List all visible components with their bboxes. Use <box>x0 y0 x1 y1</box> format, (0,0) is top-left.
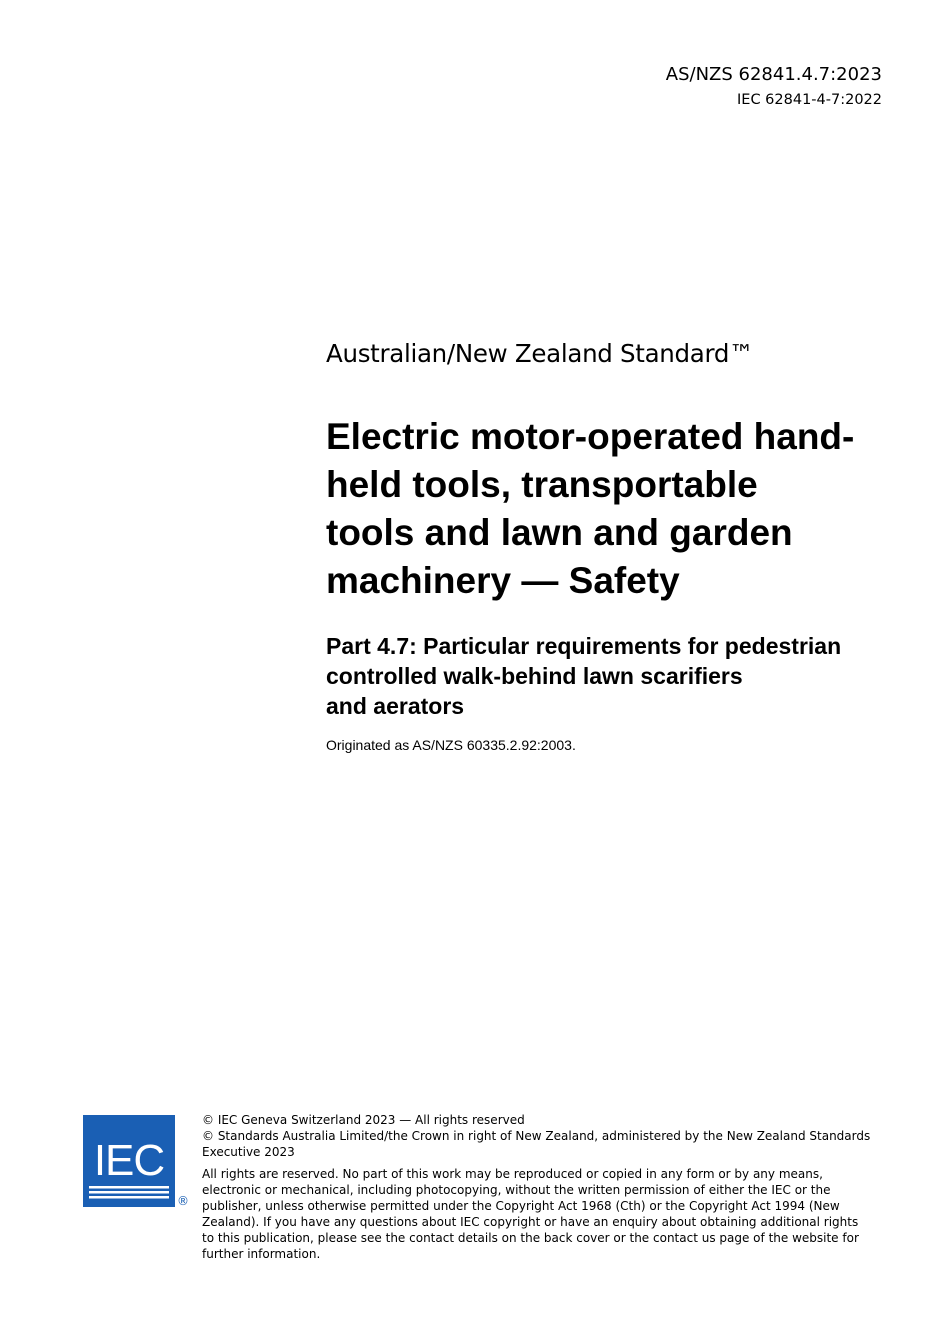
copyright-line: © IEC Geneva Switzerland 2023 — All rights reserved <box>202 1113 525 1127</box>
rights-line: electronic or mechanical, including photocopying, without the written permission of either the IEC or the <box>202 1183 831 1197</box>
iec-standard-number: IEC 62841-4-7:2022 <box>737 92 882 108</box>
document-title <box>326 413 906 605</box>
part-title <box>326 631 886 721</box>
part-title-line: controlled walk-behind lawn scarifiers <box>326 663 743 689</box>
part-title-line: and aerators <box>326 693 465 719</box>
rights-line: to this publication, please see the contact details on the back cover or the contact us page of the website for <box>202 1231 859 1245</box>
rights-line: publisher, unless otherwise permitted under the Copyright Act 1968 (Cth) or the Copyright Act 1994 (New <box>202 1199 840 1213</box>
rights-line: further information. <box>202 1247 321 1261</box>
title-line: tools and lawn and garden <box>326 512 793 553</box>
series-label: Australian/New Zealand Standard™ <box>326 339 754 368</box>
title-line: machinery — Safety <box>326 560 680 601</box>
standard-number: AS/NZS 62841.4.7:2023 <box>665 64 882 85</box>
iec-logo-stripe <box>89 1191 169 1194</box>
registered-mark: ® <box>177 1194 189 1207</box>
title-line: Electric motor-operated hand- <box>326 416 855 457</box>
iec-logo-text: IEC <box>93 1136 165 1185</box>
iec-logo-stripe <box>89 1196 169 1199</box>
part-title-line: Part 4.7: Particular requirements for pedestrian <box>326 633 842 659</box>
iec-logo-stripe <box>89 1186 169 1189</box>
copyright-line: © Standards Australia Limited/the Crown in right of New Zealand, administered by the New Zealand Standards <box>202 1129 871 1143</box>
iec-logo <box>83 1115 190 1207</box>
title-line: held tools, transportable <box>326 464 758 505</box>
rights-line: All rights are reserved. No part of this work may be reproduced or copied in any form or by any means, <box>202 1167 823 1181</box>
rights-line: Zealand). If you have any questions about IEC copyright or have an enquiry about obtaining additional rights <box>202 1215 859 1229</box>
copyright-notice <box>202 1112 892 1262</box>
copyright-line: Executive 2023 <box>202 1145 295 1159</box>
originated-note: Originated as AS/NZS 60335.2.92:2003. <box>326 737 576 753</box>
